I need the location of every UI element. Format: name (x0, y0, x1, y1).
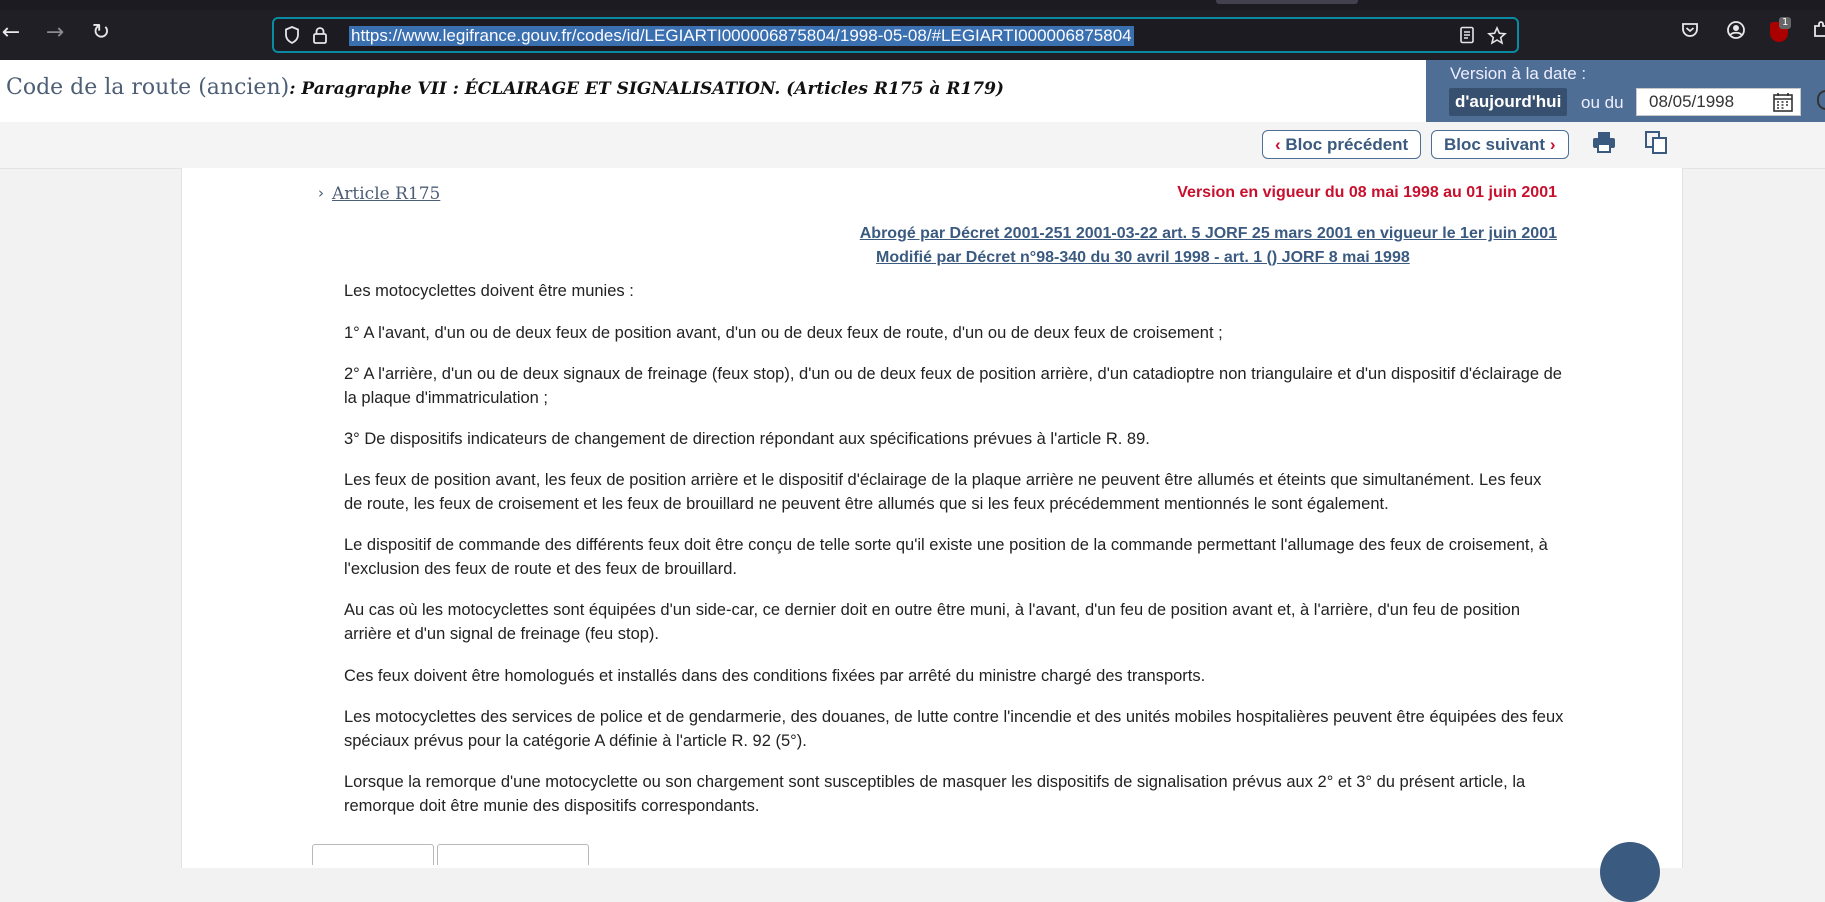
article-paragraph: Au cas où les motocyclettes sont équipées d'un side-car, ce dernier doit en outre être muni, à l'avant, d'un feu de position avant et, à l'arrière, d'un feu de position arrière et d'un signal de freinage (feu stop). (344, 601, 1521, 643)
version-label: Version à la date : (1450, 64, 1587, 83)
article-paragraph: 3° De dispositifs indicateurs de changement de direction répondant aux spécifications prévues à l'article R. 89. (344, 430, 1150, 448)
back-arrow-icon[interactable]: ← (1, 20, 21, 45)
next-article-tab[interactable] (312, 844, 434, 865)
active-tab-edge[interactable] (1216, 0, 1358, 4)
pocket-icon[interactable] (1677, 20, 1703, 46)
article-paragraph: Les feux de position avant, les feux de position arrière et le dispositif d'éclairage de la plaque arrière ne peuvent être allumés et éteints que simultanément. Les feux de route, les feux de croisement et les feux de brouillard ne peuvent être allumés que si les feux précédemment mentionnés le sont également. (344, 471, 1542, 513)
calendar-icon[interactable] (1772, 91, 1794, 118)
today-button[interactable]: d'aujourd'hui (1449, 88, 1567, 116)
bookmark-star-icon[interactable] (1487, 26, 1507, 46)
article-paragraph: 2° A l'arrière, d'un ou de deux signaux de freinage (feux stop), d'un ou de deux feux de position arrière, d'un catadioptre non triangulaire et d'un dispositif d'éclairage de la plaque d'immatriculation ; (344, 365, 1562, 407)
chevron-right-icon: › (1549, 135, 1556, 154)
article-toolbar (0, 122, 1825, 169)
previous-block-button[interactable] (1262, 130, 1421, 159)
date-value[interactable]: 08/05/1998 (1649, 92, 1735, 111)
copy-icon[interactable] (1641, 129, 1671, 159)
article-card (181, 168, 1683, 868)
abrogated-by-link[interactable]: Abrogé par Décret 2001-251 2001-03-22 art. 5 JORF 25 mars 2001 en vigueur le 1er juin 2001 (859, 225, 1557, 242)
forward-arrow-icon[interactable]: → (45, 20, 65, 45)
tab-strip (0, 0, 1825, 10)
url-bar[interactable] (272, 17, 1519, 53)
article-paragraph: Le dispositif de commande des différents feux doit être conçu de telle sorte qu'il existe une position de la commande permettant l'allumage des feux de croisement, à l'exclusion des feux de route et des feux de brouillard. (344, 536, 1548, 578)
lock-icon[interactable] (310, 26, 330, 46)
article-paragraph: Ces feux doivent être homologués et installés dans des conditions fixées par arrêté du ministre chargé des transports. (344, 667, 1206, 685)
scroll-to-top-button[interactable] (1600, 842, 1660, 902)
extension-badge: 1 (1779, 17, 1791, 29)
reload-icon[interactable]: ↻ (91, 20, 111, 45)
article-paragraph: Lorsque la remorque d'une motocyclette ou son chargement sont susceptibles de masquer les dispositifs de signalisation prévus aux 2° et 3° du présent article, la remorque doit être munie des dispositifs correspondants. (344, 773, 1526, 815)
account-icon[interactable] (1723, 20, 1749, 46)
chevron-left-icon: ‹ (1275, 135, 1281, 154)
article-paragraph: Les motocyclettes des services de police et de gendarmerie, des douanes, de lutte contre l'incendie et des unités mobiles hospitalières peuvent être équipées des feux spéciaux prévus pour la catégorie A définie à l'article R. 92 (5°). (344, 708, 1564, 750)
article-paragraph: Les motocyclettes doivent être munies : (344, 282, 634, 300)
date-input[interactable] (1636, 88, 1801, 116)
print-icon[interactable] (1589, 129, 1619, 159)
article-paragraph: 1° A l'avant, d'un ou de deux feux de position avant, d'un ou de deux feux de route, d'un ou de deux feux de croisement ; (344, 324, 1223, 342)
version-date-panel (1426, 60, 1825, 122)
next-article-tab[interactable] (437, 844, 589, 865)
refresh-date-icon[interactable] (1817, 90, 1825, 110)
page-title (6, 75, 1004, 100)
title-separator: : (289, 79, 302, 99)
next-block-button[interactable] (1431, 130, 1569, 159)
next-block-label: Bloc suivant (1444, 135, 1546, 154)
code-title: Code de la route (ancien) (6, 75, 290, 100)
previous-block-label: Bloc précédent (1285, 135, 1409, 154)
section-title: Paragraphe VII : ÉCLAIRAGE ET SIGNALISATION. (Articles R175 à R179) (301, 79, 1004, 99)
shield-icon[interactable] (282, 26, 302, 46)
reader-view-icon[interactable] (1457, 26, 1477, 46)
or-label: ou du (1581, 93, 1624, 112)
extensions-icon[interactable] (1808, 20, 1825, 46)
url-text[interactable]: https://www.legifrance.gouv.fr/codes/id/LEGIARTI000006875804/1998-05-08/#LEGIARTI000006875804 (351, 26, 1132, 45)
article-title-link[interactable]: Article R175 (332, 184, 441, 204)
version-status: Version en vigueur du 08 mai 1998 au 01 juin 2001 (1177, 184, 1557, 201)
modified-by-link[interactable]: Modifié par Décret n°98-340 du 30 avril 1998 - art. 1 () JORF 8 mai 1998 (876, 249, 1410, 266)
chevron-right-icon: › (318, 184, 324, 202)
